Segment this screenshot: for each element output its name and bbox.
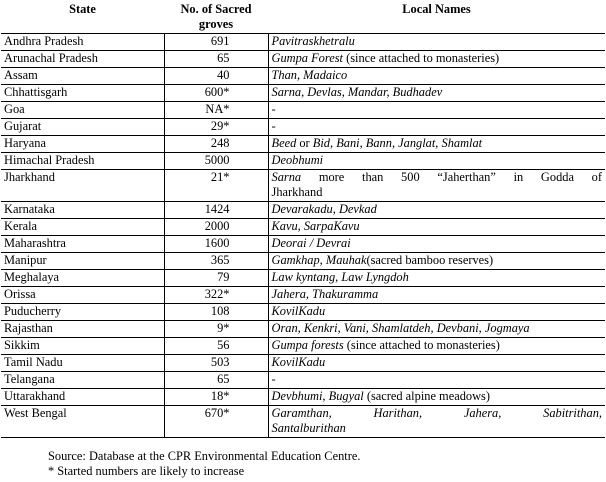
cell-local-names: [268, 136, 605, 153]
table-row: [1, 236, 605, 253]
cell-sacred-grove-count: 56: [164, 338, 268, 355]
local-name-segment: Gumpa forests: [271, 338, 344, 352]
cell-state: Manipur: [1, 253, 164, 270]
local-name-segment: -: [271, 102, 276, 116]
source-note: Source: Database at the CPR Environmental Education Centre.: [48, 449, 361, 463]
cell-sacred-grove-count: 5000: [164, 153, 268, 170]
cell-sacred-grove-count: 29*: [164, 119, 268, 136]
local-name-segment: Bid, Bani, Bann, Janglat, Shamlat: [312, 136, 483, 150]
cell-sacred-grove-count: 1424: [164, 202, 268, 219]
cell-local-names: [268, 102, 605, 119]
cell-state: Himachal Pradesh: [1, 153, 164, 170]
local-name-continuation: Jharkhand: [271, 185, 323, 199]
table-body: [1, 34, 605, 438]
table-header-row: [1, 2, 605, 34]
cell-local-names: [268, 236, 605, 253]
cell-state: West Bengal: [1, 406, 164, 438]
cell-local-names: [268, 287, 605, 304]
cell-sacred-grove-count: 503: [164, 355, 268, 372]
local-name-segment: Oran, Kenkri, Vani, Shamlatdeh, Devbani, Jogmaya: [271, 321, 530, 335]
cell-local-names: [268, 338, 605, 355]
cell-local-names: [268, 68, 605, 85]
cell-state: Maharashtra: [1, 236, 164, 253]
cell-state: Tamil Nadu: [1, 355, 164, 372]
table-row: [1, 389, 605, 406]
header-count: No. of Sacred groves: [164, 2, 268, 34]
local-name-segment: (sacred alpine meadows): [363, 389, 490, 403]
cell-state: Chhattisgarh: [1, 85, 164, 102]
local-name-segment: Gumpa Forest: [271, 51, 343, 65]
header-local-names: Local Names: [268, 2, 605, 34]
local-name-segment: (since attached to monasteries): [342, 51, 500, 65]
cell-local-names: [268, 355, 605, 372]
local-name-segment: Devbhumi, Bugyal: [271, 389, 364, 403]
local-name-segment: Kavu, SarpaKavu: [271, 219, 360, 233]
table-row: [1, 321, 605, 338]
local-name-segment: Garamthan, Harithan, Jahera, Sabitrithan,: [271, 406, 602, 420]
table-row: [1, 304, 605, 321]
table-row: [1, 34, 605, 51]
cell-state: Gujarat: [1, 119, 164, 136]
cell-state: Kerala: [1, 219, 164, 236]
table-row: [1, 338, 605, 355]
cell-state: Orissa: [1, 287, 164, 304]
cell-sacred-grove-count: 108: [164, 304, 268, 321]
asterisk-note: * Started numbers are likely to increase: [48, 464, 245, 478]
cell-state: Assam: [1, 68, 164, 85]
cell-local-names: [268, 219, 605, 236]
cell-state: Puducherry: [1, 304, 164, 321]
local-name-segment: (sacred bamboo reserves): [366, 253, 494, 267]
cell-state: Meghalaya: [1, 270, 164, 287]
cell-state: Jharkhand: [1, 170, 164, 202]
cell-state: Rajasthan: [1, 321, 164, 338]
cell-local-names: [268, 34, 605, 51]
cell-local-names: [268, 202, 605, 219]
cell-sacred-grove-count: 248: [164, 136, 268, 153]
table-row: [1, 219, 605, 236]
table-row: [1, 355, 605, 372]
cell-local-names: [268, 51, 605, 68]
cell-local-names: [268, 253, 605, 270]
cell-local-names: [268, 389, 605, 406]
local-name-segment: Devarakadu, Devkad: [271, 202, 377, 216]
local-name-segment: Than, Madaico: [271, 68, 348, 82]
table-row: [1, 287, 605, 304]
cell-sacred-grove-count: 9*: [164, 321, 268, 338]
table-row: [1, 68, 605, 85]
table-row: [1, 136, 605, 153]
cell-sacred-grove-count: 670*: [164, 406, 268, 438]
table-row: [1, 51, 605, 68]
local-name-segment: Pavitraskhetralu: [271, 34, 355, 48]
cell-state: Sikkim: [1, 338, 164, 355]
table-row: [1, 85, 605, 102]
cell-sacred-grove-count: 65: [164, 51, 268, 68]
table-row: [1, 372, 605, 389]
cell-sacred-grove-count: 79: [164, 270, 268, 287]
cell-sacred-grove-count: 600*: [164, 85, 268, 102]
local-name-segment: KovilKadu: [271, 355, 326, 369]
cell-local-names: [268, 406, 605, 438]
local-name-segment: Sarna, Devlas, Mandar, Budhadev: [271, 85, 443, 99]
cell-local-names: [268, 270, 605, 287]
sacred-groves-table: [1, 2, 605, 438]
cell-sacred-grove-count: 18*: [164, 389, 268, 406]
local-name-segment: Gamkhap, Mauhak: [271, 253, 367, 267]
cell-local-names: [268, 85, 605, 102]
local-name-segment: Deorai / Devrai: [271, 236, 351, 250]
table-row: [1, 102, 605, 119]
cell-local-names: [268, 304, 605, 321]
cell-sacred-grove-count: 65: [164, 372, 268, 389]
local-name-segment: Jahera, Thakuramma: [271, 287, 379, 301]
local-name-segment: Beed: [271, 136, 297, 150]
local-name-continuation: Santalburithan: [271, 421, 346, 435]
cell-sacred-grove-count: 40: [164, 68, 268, 85]
local-name-segment: more than 500 “Jaherthan” in Godda of: [301, 170, 602, 184]
cell-sacred-grove-count: 365: [164, 253, 268, 270]
local-name-segment: (since attached to monasteries): [343, 338, 500, 352]
cell-state: Goa: [1, 102, 164, 119]
table-row: [1, 119, 605, 136]
cell-state: Uttarakhand: [1, 389, 164, 406]
table-row: [1, 253, 605, 270]
cell-sacred-grove-count: 21*: [164, 170, 268, 202]
cell-state: Arunachal Pradesh: [1, 51, 164, 68]
local-name-segment: -: [271, 372, 276, 386]
cell-state: Haryana: [1, 136, 164, 153]
table-notes: [48, 449, 360, 479]
table-row: [1, 406, 605, 438]
local-name-segment: Law kyntang, Law Lyngdoh: [271, 270, 409, 284]
local-name-segment: Deobhumi: [271, 153, 324, 167]
cell-sacred-grove-count: NA*: [164, 102, 268, 119]
cell-sacred-grove-count: 322*: [164, 287, 268, 304]
cell-state: Andhra Pradesh: [1, 34, 164, 51]
local-name-segment: -: [271, 119, 276, 133]
table-row: [1, 270, 605, 287]
cell-local-names: [268, 321, 605, 338]
cell-sacred-grove-count: 2000: [164, 219, 268, 236]
cell-sacred-grove-count: 1600: [164, 236, 268, 253]
table-row: [1, 153, 605, 170]
cell-sacred-grove-count: 691: [164, 34, 268, 51]
header-state: State: [1, 2, 164, 34]
cell-state: Telangana: [1, 372, 164, 389]
cell-local-names: [268, 372, 605, 389]
cell-local-names: [268, 170, 605, 202]
local-name-segment: KovilKadu: [271, 304, 326, 318]
cell-local-names: [268, 119, 605, 136]
cell-state: Karnataka: [1, 202, 164, 219]
table-row: [1, 202, 605, 219]
table-row: [1, 170, 605, 202]
cell-local-names: [268, 153, 605, 170]
local-name-segment: or: [296, 136, 313, 150]
local-name-segment: Sarna: [271, 170, 302, 184]
